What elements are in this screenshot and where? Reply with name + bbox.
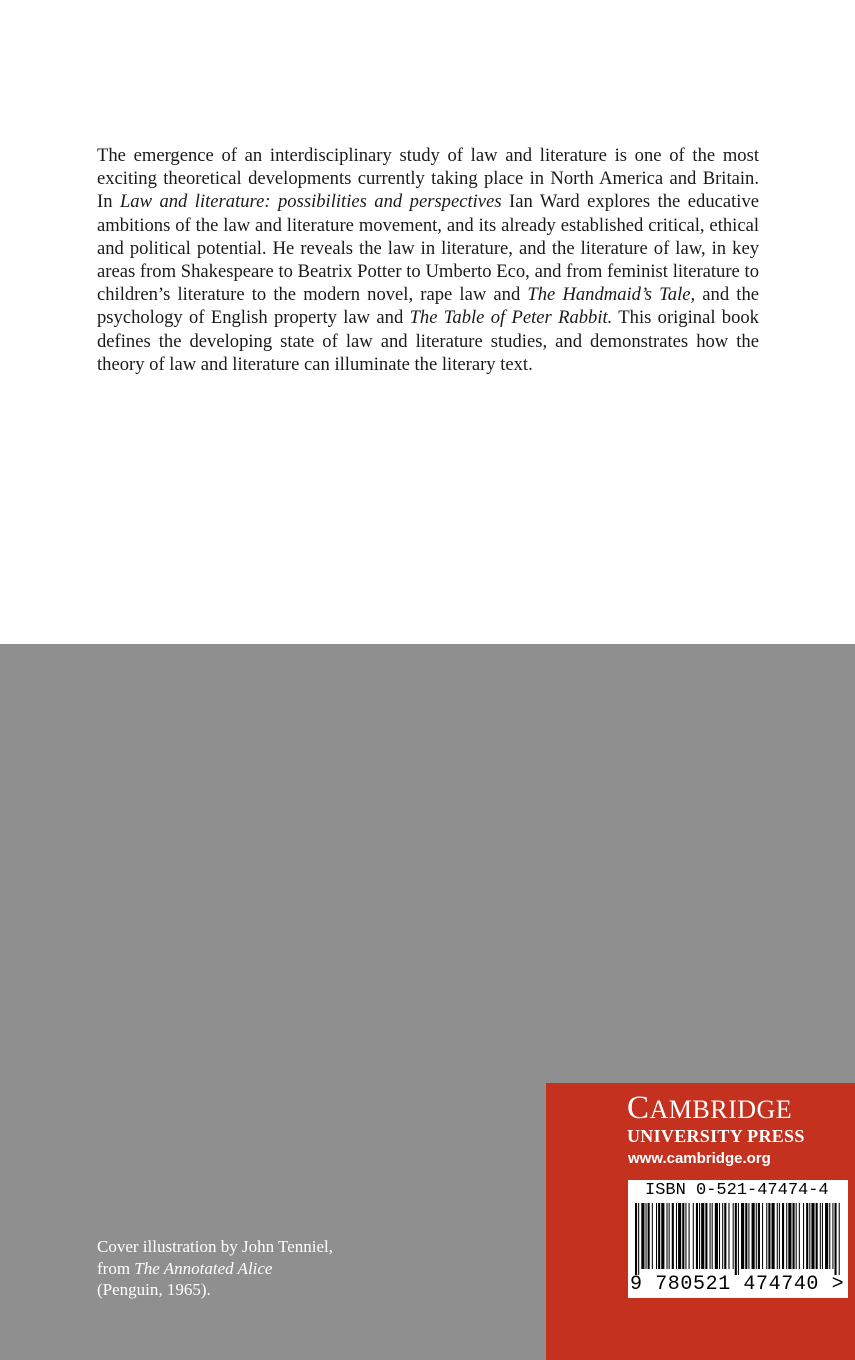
barcode-bar xyxy=(832,1203,833,1269)
barcode-bar xyxy=(822,1203,823,1269)
barcode-bar xyxy=(820,1203,821,1269)
barcode-bar xyxy=(835,1203,837,1275)
barcode-bar xyxy=(656,1203,657,1269)
barcode-bar xyxy=(806,1203,808,1269)
barcode-bar xyxy=(682,1203,684,1269)
barcode-bar xyxy=(693,1203,694,1269)
barcode-bar xyxy=(803,1203,804,1269)
blurb-text-segment: This original book defines the developing state of law and literature studies, and demonstrates how the theory of law and literature can illuminate the literary text. xyxy=(97,307,759,375)
barcode-bar xyxy=(811,1203,814,1269)
barcode-bar xyxy=(796,1203,797,1269)
barcode-bar xyxy=(667,1203,668,1269)
barcode-bar xyxy=(728,1203,729,1269)
barcode-bars xyxy=(633,1203,843,1275)
barcode-bar xyxy=(638,1203,639,1275)
barcode-bar xyxy=(672,1203,674,1269)
barcode-bar xyxy=(715,1203,718,1269)
barcode-bar xyxy=(724,1203,726,1269)
barcode-bar xyxy=(669,1203,670,1269)
barcode-bar xyxy=(779,1203,780,1269)
barcode-bar xyxy=(652,1203,653,1269)
blurb-text xyxy=(97,144,759,376)
blurb-title-segment: The Table of Peter Rabbit. xyxy=(409,307,613,329)
barcode-bar xyxy=(758,1203,760,1269)
publisher-name-rest: AMBRIDGE xyxy=(649,1095,793,1124)
barcode-bar xyxy=(705,1203,707,1269)
barcode-bar xyxy=(816,1203,818,1269)
barcode-bar xyxy=(748,1203,749,1269)
barcode-bar xyxy=(696,1203,698,1269)
blurb-text-segment: Ian Ward explores the educative ambitions of the law and literature movement, and its already established critical, ethical and political potential. He reveals the law in literature, and the literature of law, in key areas from Shakespeare to Beatrix Potter to Umberto Eco, and from feminist literature to children’s literature to the modern novel, rape law and xyxy=(97,191,760,306)
barcode-bar xyxy=(689,1203,690,1269)
blurb-text-segment: and the psychology of English property law and xyxy=(97,284,760,329)
barcode-bar xyxy=(719,1203,720,1269)
publisher-subtitle: UNIVERSITY PRESS xyxy=(627,1126,805,1146)
barcode-bar xyxy=(777,1203,778,1269)
barcode-bar xyxy=(685,1203,686,1269)
barcode-bar xyxy=(839,1203,840,1275)
barcode-bar xyxy=(782,1203,784,1269)
publisher-url: www.cambridge.org xyxy=(628,1150,771,1167)
barcode-bar xyxy=(786,1203,787,1269)
barcode-bar xyxy=(735,1203,737,1275)
barcode-bar xyxy=(699,1203,700,1269)
barcode-bar xyxy=(756,1203,757,1269)
barcode-bar xyxy=(710,1203,711,1269)
barcode-bar xyxy=(809,1203,810,1269)
credit-line-3: (Penguin, 1965). xyxy=(97,1280,211,1299)
barcode-bar xyxy=(799,1203,800,1269)
credit-from: from xyxy=(97,1258,135,1278)
barcode-bar xyxy=(712,1203,713,1269)
barcode-bar xyxy=(641,1203,644,1269)
cover-illustration-credit xyxy=(97,1236,417,1301)
barcode-bar xyxy=(733,1203,734,1269)
barcode-bar xyxy=(722,1203,723,1269)
barcode-bar xyxy=(738,1203,739,1275)
barcode-bar xyxy=(741,1203,744,1269)
credit-book-title: The Annotated Alice xyxy=(134,1258,273,1278)
barcode-bar xyxy=(676,1203,677,1269)
barcode-bar xyxy=(661,1203,664,1269)
blurb-text-segment: The emergence of an interdisciplinary study of law and literature is one of the most exciting theoretical developments currently taking place in North America and Britain. In xyxy=(97,145,759,213)
barcode-bar xyxy=(745,1203,747,1269)
barcode-bar xyxy=(648,1203,650,1269)
publisher-name-initial: C xyxy=(627,1090,650,1126)
barcode-bar xyxy=(658,1203,660,1269)
credit-line-1: Cover illustration by John Tenniel, xyxy=(97,1237,333,1256)
isbn-label: ISBN 0-521-47474-4 xyxy=(645,1181,829,1200)
barcode-bar xyxy=(762,1203,763,1269)
barcode-bar xyxy=(646,1203,647,1269)
barcode-bar xyxy=(766,1203,767,1269)
barcode-digits: 9 780521 474740 > xyxy=(630,1273,845,1296)
barcode-bar xyxy=(825,1203,828,1269)
barcode-bar xyxy=(793,1203,795,1269)
credit-line-2 xyxy=(97,1258,417,1280)
barcode-bar xyxy=(768,1203,770,1269)
barcode-bar xyxy=(772,1203,775,1269)
publisher-name xyxy=(627,1090,851,1128)
blurb-title-segment: Law and literature: possibilities and perspectives xyxy=(119,191,502,213)
blurb-title-segment: The Handmaid’s Tale, xyxy=(527,284,696,306)
barcode-bar xyxy=(701,1203,704,1269)
barcode-bar xyxy=(635,1203,637,1275)
barcode-bar xyxy=(829,1203,830,1269)
barcode-bar xyxy=(752,1203,755,1269)
barcode-bar xyxy=(678,1203,681,1269)
barcode-bar xyxy=(788,1203,791,1269)
